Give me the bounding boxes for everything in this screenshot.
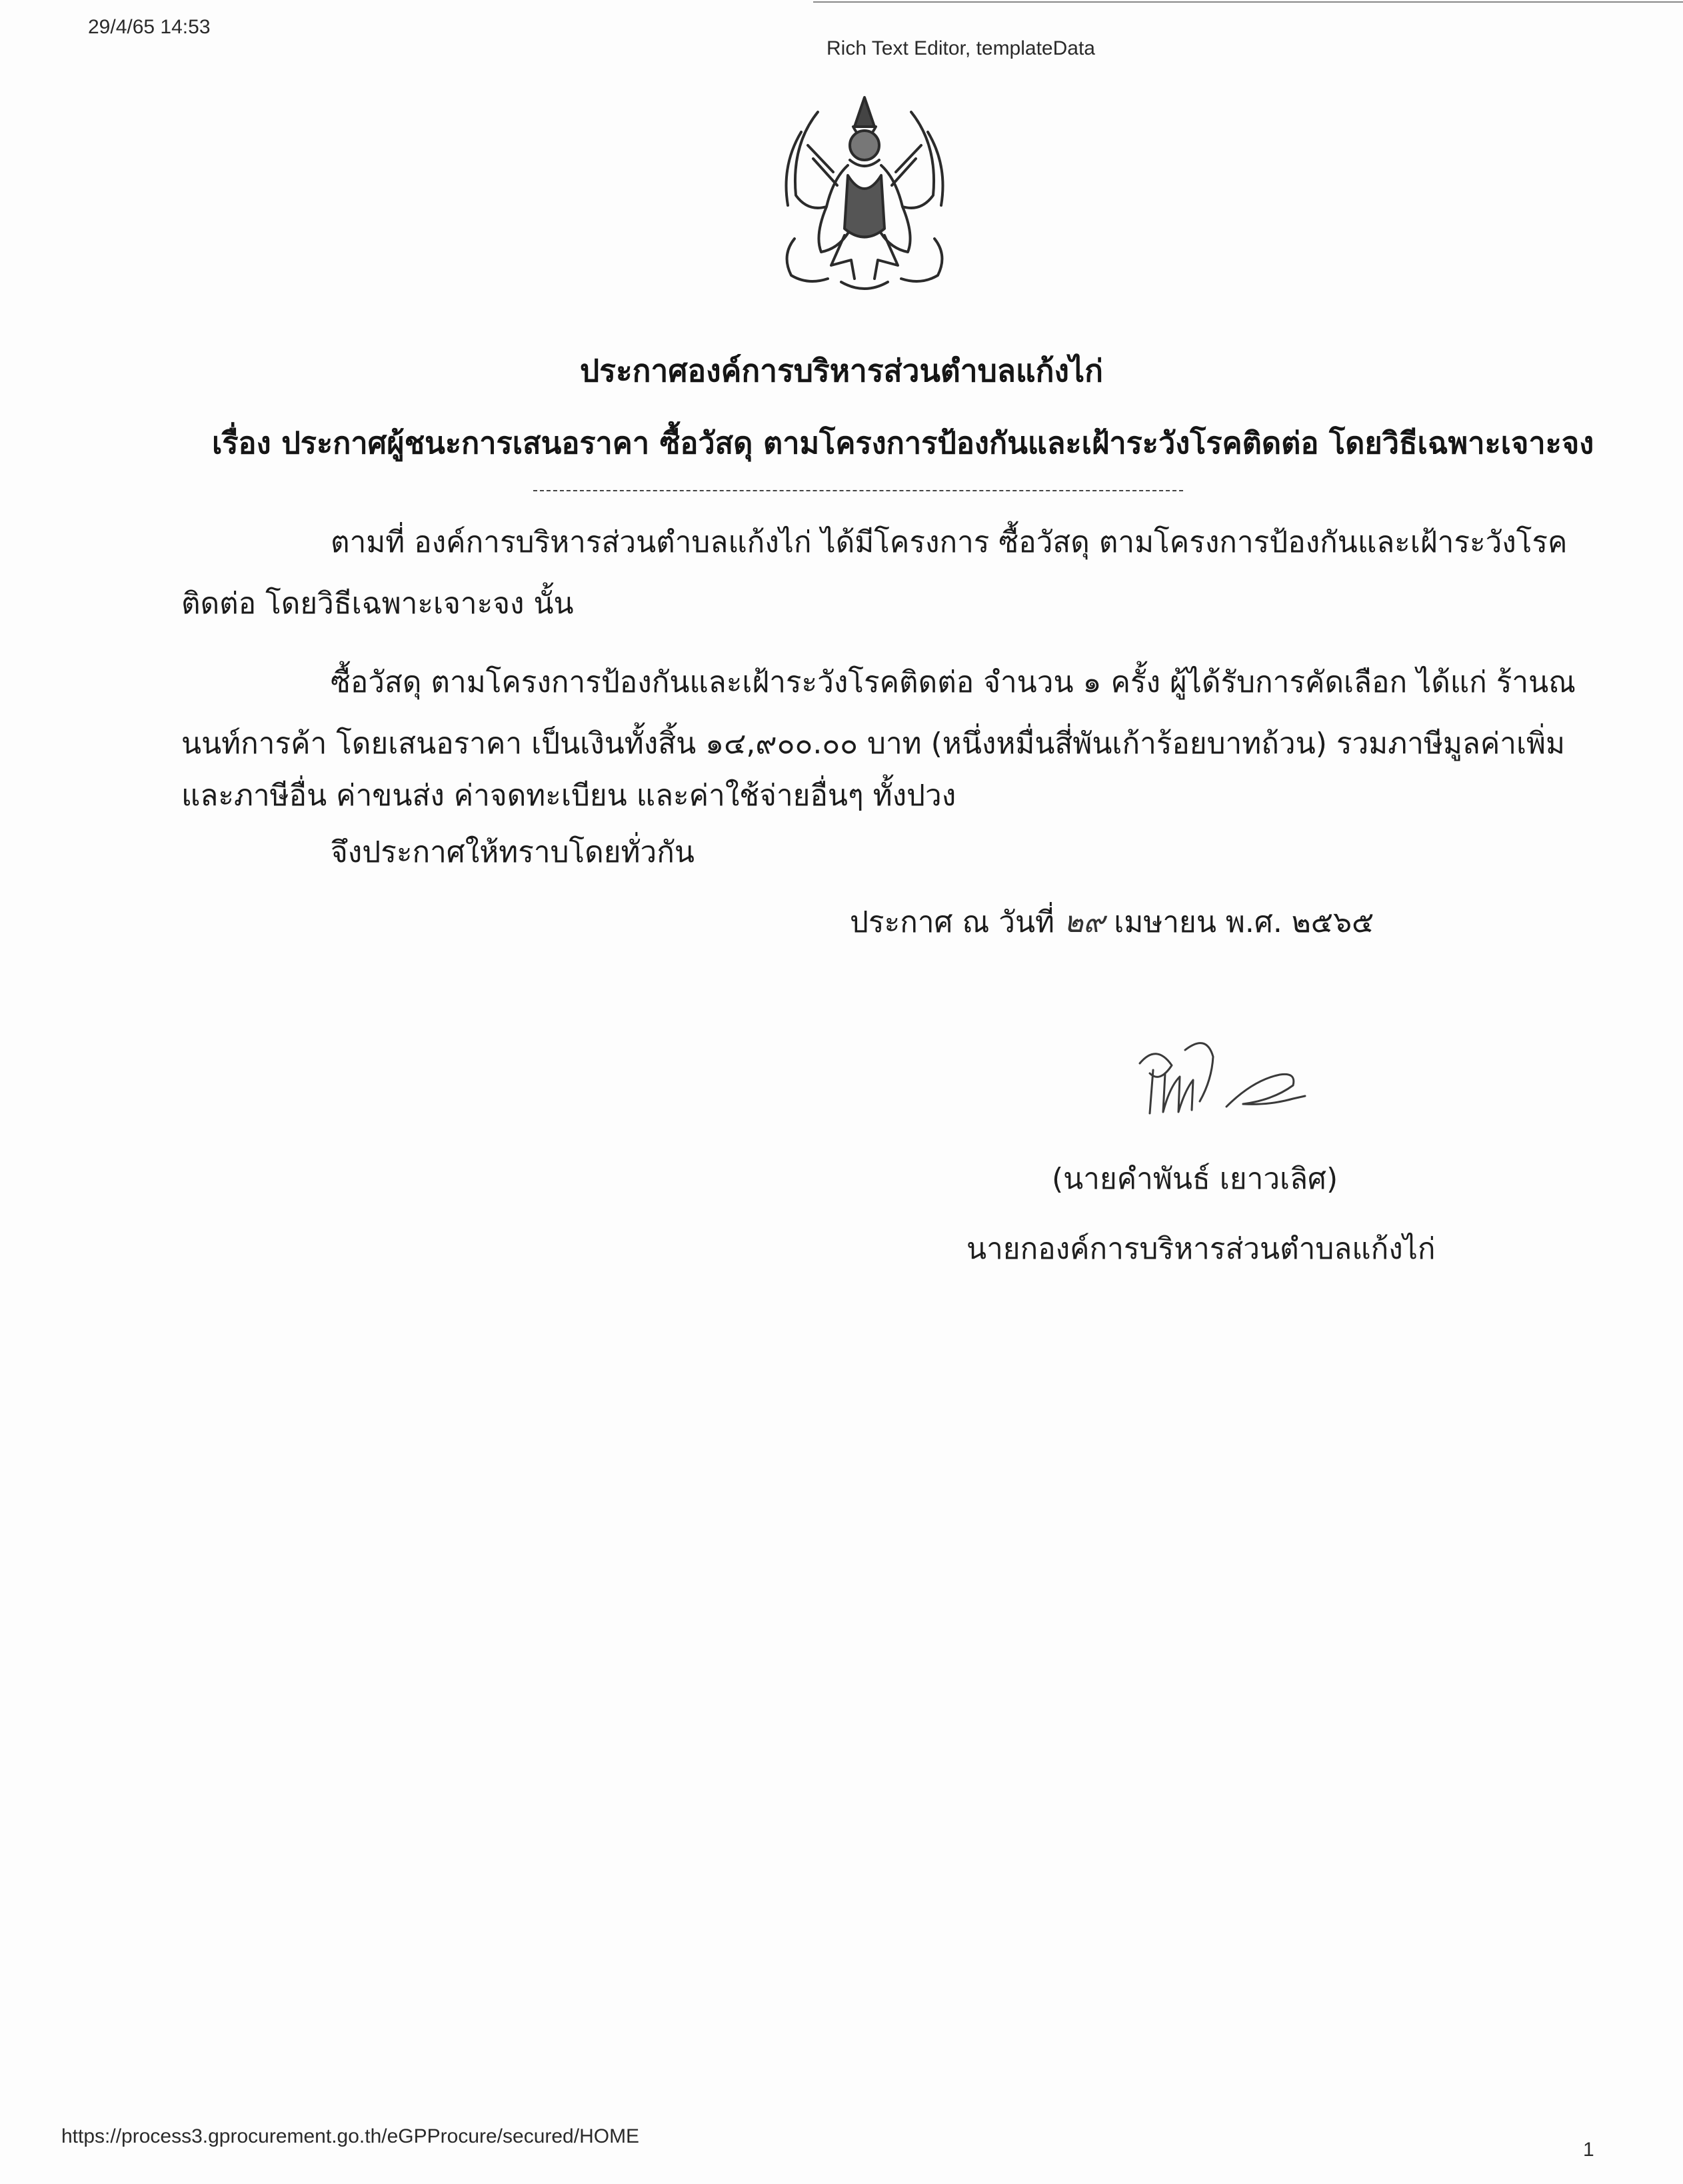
paragraph-2-line-1: ซื้อวัสดุ ตามโครงการป้องกันและเฝ้าระวังโรคติดต่อ จำนวน ๑ ครั้ง ผู้ได้รับการคัดเลือก ได้แก่ ร้านณ (331, 665, 1576, 699)
date-prefix: ประกาศ ณ วันที่ (850, 905, 1055, 939)
paragraph-3: จึงประกาศให้ทราบโดยทั่วกัน (331, 835, 695, 869)
paragraph-1-line-1: ตามที่ องค์การบริหารส่วนตำบลแก้งไก่ ได้มีโครงการ ซื้อวัสดุ ตามโครงการป้องกันและเฝ้าระวังโรค (331, 525, 1568, 559)
announcement-subject: เรื่อง ประกาศผู้ชนะการเสนอราคา ซื้อวัสดุ ตามโครงการป้องกันและเฝ้าระวังโรคติดต่อ โดยวิธีเฉพาะเจาะจง (212, 425, 1594, 461)
page-top-edge (813, 1, 1683, 3)
date-suffix: เมษายน พ.ศ. ๒๕๖๕ (1114, 905, 1374, 939)
signatory-name: (นายคำพันธ์ เยาวเลิศ) (1052, 1162, 1338, 1196)
footer-url: https://process3.gprocurement.go.th/eGPProcure/secured/HOME (61, 2125, 640, 2147)
date-day: ๒๙ (1064, 905, 1105, 939)
print-date: 29/4/65 14:53 (88, 16, 211, 38)
handwritten-signature (1126, 1027, 1340, 1140)
announcement-date (850, 899, 1374, 945)
paragraph-2-line-3: และภาษีอื่น ค่าขนส่ง ค่าจดทะเบียน และค่าใช้จ่ายอื่นๆ ทั้งปวง (181, 779, 956, 813)
garuda-emblem (755, 85, 974, 299)
paragraph-1-line-2: ติดต่อ โดยวิธีเฉพาะเจาะจง นั้น (181, 587, 574, 621)
signatory-position: นายกองค์การบริหารส่วนตำบลแก้งไก่ (966, 1232, 1436, 1266)
print-title: Rich Text Editor, templateData (827, 37, 1095, 59)
paragraph-2-line-2: นนท์การค้า โดยเสนอราคา เป็นเงินทั้งสิ้น ๑๔,๙๐๐.๐๐ บาท (หนึ่งหมื่นสี่พันเก้าร้อยบาทถ้วน) รวมภาษีมูลค่าเพิ่ม (181, 727, 1566, 761)
title-separator (533, 490, 1183, 491)
announcement-title: ประกาศองค์การบริหารส่วนตำบลแก้งไก่ (580, 353, 1103, 389)
page-number: 1 (1583, 2139, 1594, 2161)
